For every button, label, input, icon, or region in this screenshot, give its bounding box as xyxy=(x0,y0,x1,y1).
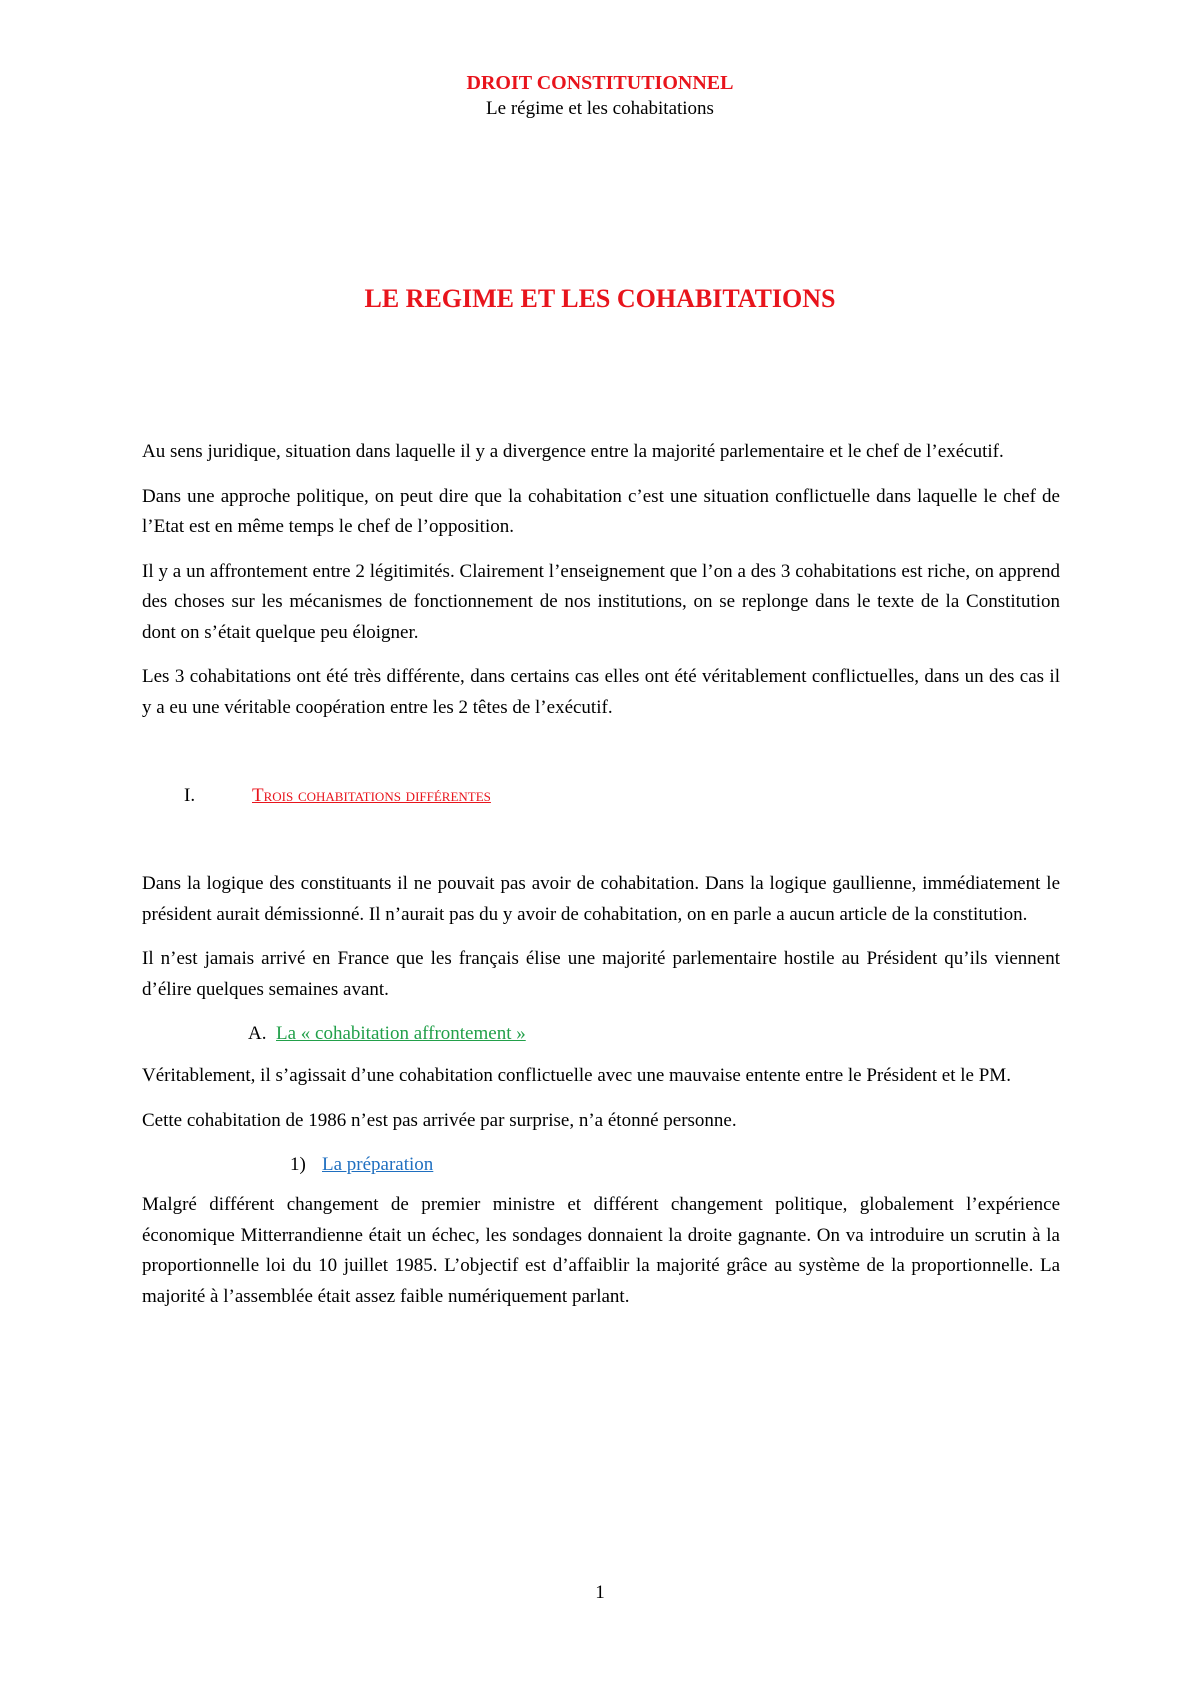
point-heading-1 xyxy=(142,1150,1060,1180)
subsection-a-paragraph-2: Cette cohabitation de 1986 n’est pas arrivée par surprise, n’a étonné personne. xyxy=(142,1109,737,1131)
intro-paragraph-2: Dans une approche politique, on peut dire que la cohabitation c’est une situation conflictuelle dans laquelle le chef de l’Etat est en même temps le chef de l’opposition. xyxy=(142,485,1060,537)
intro-paragraph-4: Les 3 cohabitations ont été très différente, dans certains cas elles ont été véritablement conflictuelles, dans un des cas il y a eu une véritable coopération entre les 2 têtes de l’exécutif. xyxy=(142,666,1060,718)
section-heading-1 xyxy=(142,781,1060,811)
point-title: La préparation xyxy=(322,1154,434,1175)
point-number: 1) xyxy=(290,1154,306,1175)
subsection-a-paragraph-1: Véritablement, il s’agissait d’une cohabitation conflictuelle avec une mauvaise entente entre le Président et le PM. xyxy=(142,1065,1011,1086)
header-title: DROIT CONSTITUTIONNEL xyxy=(466,72,734,94)
section-number: I. xyxy=(184,785,196,806)
intro-paragraph-1: Au sens juridique, situation dans laquelle il y a divergence entre la majorité parlementaire et le chef de l’exécutif. xyxy=(142,441,1004,462)
header-subtitle: Le régime et les cohabitations xyxy=(486,98,714,119)
point1-paragraph: Malgré différent changement de premier ministre et différent changement politique, globalement l’expérience économique Mitterrandienne était un échec, les sondages donnaient la droite gagnante. On va introduire un scrutin à la proportionnelle loi du 10 juillet 1985. L’objectif est d’affaiblir la majorité grâce au système de la proportionnelle. La majorité à l’assemblée était assez faible numériquement parlant. xyxy=(142,1194,1060,1307)
section1-paragraph-2: Il n’est jamais arrivé en France que les français élise une majorité parlementaire hostile au Président qu’ils viennent d’élire quelques semaines avant. xyxy=(142,948,1060,1000)
section-title: Trois cohabitations différentes xyxy=(252,785,491,806)
subsection-number: A. xyxy=(248,1023,267,1044)
intro-paragraph-3: Il y a un affrontement entre 2 légitimités. Clairement l’enseignement que l’on a des 3 cohabitations est riche, on apprend des choses sur les mécanismes de fonctionnement de nos institutions, on se replonge dans le texte de la Constitution dont on s’était quelque peu éloigner. xyxy=(142,560,1060,643)
subsection-heading-a xyxy=(142,1019,1060,1049)
section1-paragraph-1: Dans la logique des constituants il ne pouvait pas avoir de cohabitation. Dans la logique gaullienne, immédiatement le président aurait démissionné. Il n’aurait pas du y avoir de cohabitation, on en parle a aucun article de la constitution. xyxy=(142,873,1060,925)
document-body xyxy=(142,437,1060,1326)
subsection-title: La « cohabitation affrontement » xyxy=(276,1023,526,1044)
page-number: 1 xyxy=(595,1582,605,1603)
document-title: LE REGIME ET LES COHABITATIONS xyxy=(364,284,836,313)
page-header xyxy=(0,70,1200,122)
